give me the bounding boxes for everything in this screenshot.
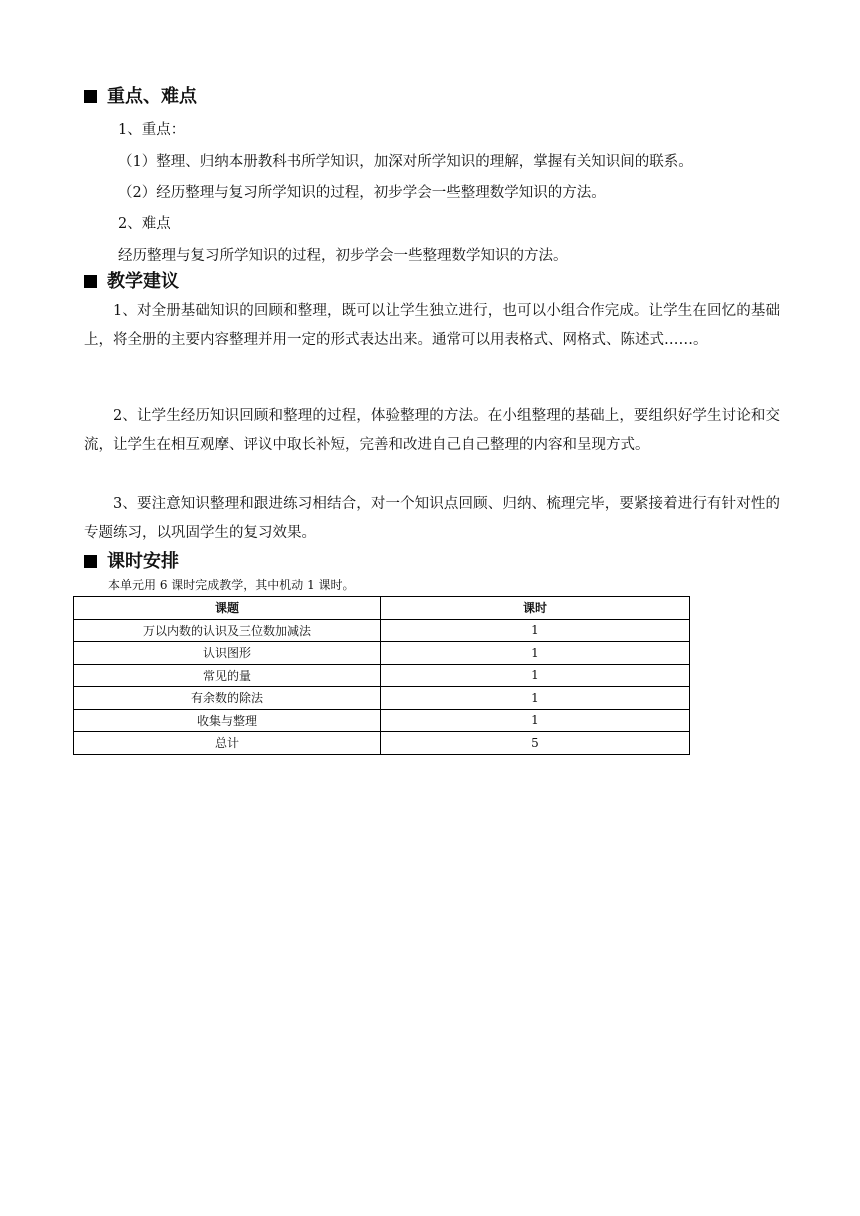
hours-cell: 1 xyxy=(381,687,690,710)
suggestion-paragraph-1: 1、对全册基础知识的回顾和整理，既可以让学生独立进行，也可以小组合作完成。让学生在回忆的基础上，将全册的主要内容整理并用一定的形式表达出来。通常可以用表格式、网格式、陈述式……。 xyxy=(84,303,780,348)
table-row xyxy=(74,664,690,687)
table-row xyxy=(74,709,690,732)
topic-cell: 认识图形 xyxy=(74,642,381,665)
suggestion-paragraph-3: 3、要注意知识整理和跟进练习相结合，对一个知识点回顾、归纳、梳理完毕，要紧接着进行有针对性的专题练习，以巩固学生的复习效果。 xyxy=(84,496,780,541)
section-title: 重点、难点 xyxy=(107,86,197,107)
difficulty-text: 经历整理与复习所学知识的过程，初步学会一些整理数学知识的方法。 xyxy=(118,248,568,264)
key-points-item-1: 1、重点： xyxy=(118,122,186,138)
hours-cell: 1 xyxy=(381,642,690,665)
topic-cell: 常见的量 xyxy=(74,664,381,687)
key-points-sub-2: （2）经历整理与复习所学知识的过程，初步学会一些整理数学知识的方法。 xyxy=(118,185,606,201)
table-row xyxy=(74,619,690,642)
key-points-sub-1: （1）整理、归纳本册教科书所学知识，加深对所学知识的理解，掌握有关知识间的联系。 xyxy=(118,154,693,170)
table-row xyxy=(74,687,690,710)
table-header-row xyxy=(74,597,690,620)
key-points-item-2: 2、难点 xyxy=(118,216,171,232)
topic-cell: 有余数的除法 xyxy=(74,687,381,710)
topic-cell: 收集与整理 xyxy=(74,709,381,732)
section-heading-schedule xyxy=(84,550,179,574)
total-hours-cell: 5 xyxy=(381,732,690,755)
section-heading-key-points xyxy=(84,85,197,109)
section-heading-suggestions xyxy=(84,270,179,294)
section-title: 教学建议 xyxy=(107,271,179,292)
topic-cell: 万以内数的认识及三位数加减法 xyxy=(74,619,381,642)
section-title: 课时安排 xyxy=(107,551,179,572)
column-header-hours: 课时 xyxy=(381,597,690,620)
column-header-topic: 课题 xyxy=(74,597,381,620)
square-bullet-icon xyxy=(84,90,97,103)
hours-cell: 1 xyxy=(381,709,690,732)
schedule-note: 本单元用 6 课时完成教学，其中机动 1 课时。 xyxy=(108,578,355,592)
suggestion-paragraph-2: 2、让学生经历知识回顾和整理的过程，体验整理的方法。在小组整理的基础上，要组织好学生讨论和交流，让学生在相互观摩、评议中取长补短，完善和改进自己自己整理的内容和呈现方式。 xyxy=(84,408,780,453)
schedule-table xyxy=(73,596,690,755)
table-row xyxy=(74,642,690,665)
square-bullet-icon xyxy=(84,275,97,288)
square-bullet-icon xyxy=(84,555,97,568)
hours-cell: 1 xyxy=(381,619,690,642)
table-total-row xyxy=(74,732,690,755)
hours-cell: 1 xyxy=(381,664,690,687)
total-label-cell: 总计 xyxy=(74,732,381,755)
